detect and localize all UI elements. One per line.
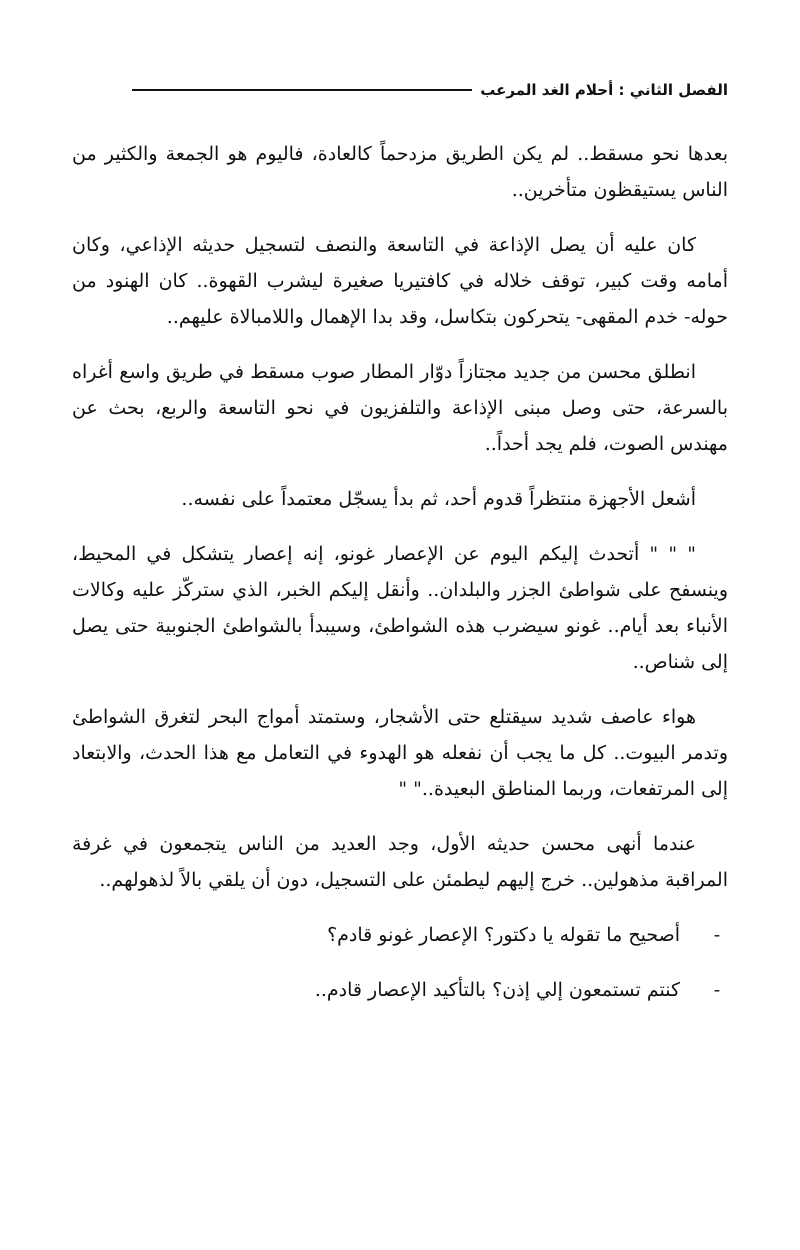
paragraph-5-quote: " " " أتحدث إليكم اليوم عن الإعصار غونو، إنه إعصار يتشكل في المحيط، وينسفح على شواطئ الجزر والبلدان.. وأنقل إليكم الخبر، الذي ستركّز عليه وكالات الأنباء بعد أيام.. غونو سيضرب هذه الشواطئ، وسيبدأ بالشواطئ الجنوبية حتى يصل إلى شناص.. [72, 543, 729, 673]
header-rule [132, 89, 472, 91]
dialogue-dash: - [713, 979, 721, 1001]
dialogue-text: كنتم تستمعون إلي إذن؟ بالتأكيد الإعصار قادم.. [314, 979, 680, 1001]
paragraph-1: بعدها نحو مسقط.. لم يكن الطريق مزدحماً كالعادة، فاليوم هو الجمعة والكثير من الناس يستيقظون متأخرين.. [72, 143, 728, 201]
running-header [72, 70, 728, 110]
book-page [72, 70, 728, 1027]
body-text [72, 136, 728, 1008]
paragraph-7: عندما أنهى محسن حديثه الأول، وجد العديد من الناس يتجمعون في غرفة المراقبة مذهولين.. خرج إليهم ليطمئن على التسجيل، دون أن يلقي بالاً لذهولهم.. [72, 833, 728, 891]
dialogue-text: أصحيح ما تقوله يا دكتور؟ الإعصار غونو قادم؟ [327, 924, 680, 946]
paragraph-2: كان عليه أن يصل الإذاعة في التاسعة والنصف لتسجيل حديثه الإذاعي، وكان أمامه وقت كبير، توقف خلاله في كافتيريا صغيرة ليشرب القهوة.. كان الهنود من حوله- خدم المقهى- يتحركون بتكاسل، وقد بدا الإهمال واللامبالاة عليهم.. [72, 234, 728, 328]
paragraph-6-quote: هواء عاصف شديد سيقتلع حتى الأشجار، وستمتد أمواج البحر لتغرق الشواطئ وتدمر البيوت.. كل ما يجب أن نفعله هو الهدوء في التعامل مع هذا الحدث، والابتعاد إلى المرتفعات، وربما المناطق البعيدة.." " [72, 706, 728, 800]
dialogue-line-2 [72, 972, 728, 1008]
dialogue-line-1 [72, 917, 728, 953]
chapter-title: الفصل الثاني : أحلام الغد المرعب [480, 81, 728, 99]
paragraph-3: انطلق محسن من جديد مجتازاً دوّار المطار صوب مسقط في طريق واسع أغراه بالسرعة، حتى وصل مبنى الإذاعة والتلفزيون في نحو التاسعة والربع، بحث عن مهندس الصوت، فلم يجد أحداً.. [72, 361, 728, 455]
paragraph-4: أشعل الأجهزة منتظراً قدوم أحد، ثم بدأ يسجّل معتمداً على نفسه.. [181, 488, 696, 510]
dialogue-dash: - [713, 924, 721, 946]
